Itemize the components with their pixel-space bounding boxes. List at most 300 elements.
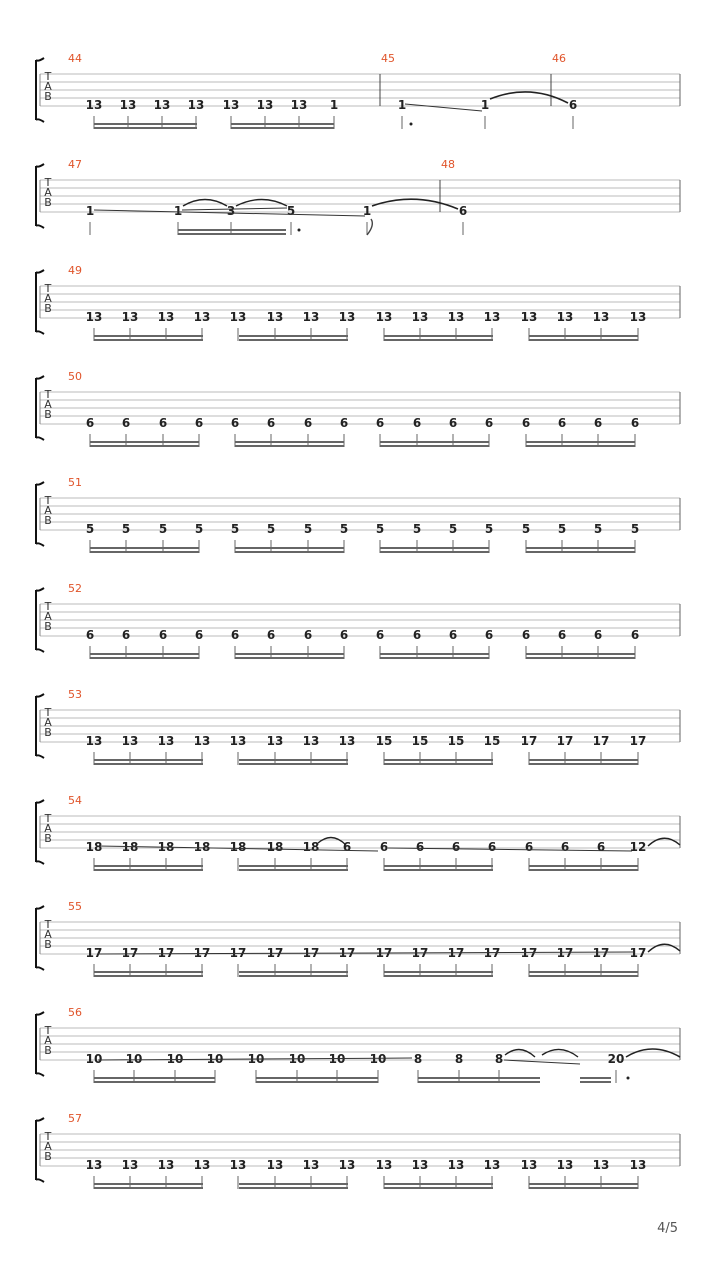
beam — [94, 127, 197, 129]
tie-arc — [626, 1049, 680, 1057]
beam — [380, 551, 489, 553]
slur-arc — [183, 200, 227, 207]
fret-number: 13 — [302, 1158, 320, 1172]
measure-number: 55 — [68, 900, 82, 913]
fret-number: 13 — [157, 310, 175, 324]
page-number: 4/5 — [657, 1221, 678, 1236]
fret-number: 10 — [85, 1052, 103, 1066]
fret-number: 13 — [119, 98, 137, 112]
fret-number: 6 — [121, 416, 131, 430]
fret-number: 13 — [338, 734, 356, 748]
beam — [94, 335, 203, 337]
fret-number: 5 — [266, 522, 276, 536]
beam — [90, 445, 199, 447]
fret-number: 13 — [520, 310, 538, 324]
bracket-bottom-hook — [36, 225, 44, 228]
beam — [529, 763, 638, 765]
beam — [94, 759, 203, 761]
fret-number: 13 — [85, 734, 103, 748]
fret-number: 6 — [339, 416, 349, 430]
fret-number: 13 — [85, 98, 103, 112]
measure-number: 49 — [68, 264, 82, 277]
beam — [235, 547, 344, 549]
fret-number: 13 — [302, 734, 320, 748]
fret-number: 10 — [166, 1052, 184, 1066]
fret-number: 6 — [524, 840, 534, 854]
fret-number: 13 — [290, 98, 308, 112]
fret-number: 13 — [411, 310, 429, 324]
fret-number: 18 — [85, 840, 103, 854]
fret-number: 6 — [158, 628, 168, 642]
beam — [239, 1183, 348, 1185]
beam — [239, 865, 348, 867]
fret-number: 17 — [556, 734, 574, 748]
fret-number: 13 — [121, 1158, 139, 1172]
measure-number: 47 — [68, 158, 82, 171]
fret-number: 5 — [557, 522, 567, 536]
fret-number: 6 — [266, 416, 276, 430]
beam — [384, 971, 493, 973]
bracket-bottom-hook — [36, 1179, 44, 1182]
fret-number: 13 — [338, 310, 356, 324]
tab-letter-t: T — [44, 706, 52, 719]
beam — [384, 975, 493, 977]
beam — [384, 335, 493, 337]
beam — [529, 1183, 638, 1185]
flag — [367, 219, 372, 235]
fret-number: 13 — [193, 310, 211, 324]
tie-arc — [648, 838, 680, 846]
measure-number: 51 — [68, 476, 82, 489]
tab-letter-a: A — [44, 716, 52, 729]
fret-number: 5 — [412, 522, 422, 536]
slur-arc — [505, 1049, 535, 1057]
tab-letter-b: B — [44, 408, 52, 421]
fret-number: 1 — [397, 98, 407, 112]
fret-number: 13 — [157, 734, 175, 748]
fret-number: 6 — [415, 840, 425, 854]
measure-number: 44 — [68, 52, 82, 65]
tab-letter-b: B — [44, 1044, 52, 1057]
fret-number: 5 — [303, 522, 313, 536]
fret-number: 13 — [629, 1158, 647, 1172]
bracket-top-hook — [36, 694, 44, 697]
fret-number: 6 — [303, 416, 313, 430]
tab-letter-a: A — [44, 610, 52, 623]
measure-number: 54 — [68, 794, 82, 807]
fret-number: 13 — [229, 310, 247, 324]
beam — [94, 1081, 215, 1083]
bracket-bottom-hook — [36, 755, 44, 758]
fret-number: 6 — [484, 416, 494, 430]
fret-number: 18 — [229, 840, 247, 854]
beam — [529, 335, 638, 337]
fret-number: 13 — [302, 310, 320, 324]
fret-number: 6 — [596, 840, 606, 854]
fret-number: 5 — [593, 522, 603, 536]
bracket-top-hook — [36, 906, 44, 909]
beam — [580, 1077, 611, 1079]
fret-number: 5 — [194, 522, 204, 536]
beam — [526, 441, 635, 443]
beam — [90, 657, 199, 659]
beam — [384, 865, 493, 867]
fret-number: 13 — [338, 1158, 356, 1172]
beam — [94, 971, 203, 973]
beam — [529, 1187, 638, 1189]
fret-number: 5 — [448, 522, 458, 536]
beam — [380, 441, 489, 443]
beam — [90, 551, 199, 553]
fret-number: 13 — [556, 1158, 574, 1172]
beam — [526, 551, 635, 553]
fret-number: 15 — [375, 734, 393, 748]
fret-number: 13 — [629, 310, 647, 324]
tab-letter-a: A — [44, 1034, 52, 1047]
beam — [384, 763, 493, 765]
beam — [256, 1077, 378, 1079]
tab-letter-b: B — [44, 938, 52, 951]
bracket-top-hook — [36, 58, 44, 61]
tie-arc — [490, 92, 568, 103]
fret-number: 1 — [173, 204, 183, 218]
fret-number: 13 — [411, 1158, 429, 1172]
bracket-top-hook — [36, 270, 44, 273]
fret-number: 5 — [85, 522, 95, 536]
fret-number: 6 — [158, 416, 168, 430]
fret-number: 6 — [568, 98, 578, 112]
bracket-bottom-hook — [36, 437, 44, 440]
fret-number: 10 — [328, 1052, 346, 1066]
fret-number: 13 — [121, 310, 139, 324]
bracket-top-hook — [36, 1012, 44, 1015]
fret-number: 18 — [302, 840, 320, 854]
fret-number: 6 — [303, 628, 313, 642]
fret-number: 17 — [556, 946, 574, 960]
fret-number: 13 — [193, 1158, 211, 1172]
beam — [526, 547, 635, 549]
fret-number: 12 — [629, 840, 647, 854]
fret-number: 6 — [375, 416, 385, 430]
beam — [94, 1183, 203, 1185]
fret-number: 6 — [458, 204, 468, 218]
beam — [239, 339, 348, 341]
slur-arc — [542, 1049, 578, 1057]
tab-letter-t: T — [44, 176, 52, 189]
fret-number: 17 — [302, 946, 320, 960]
fret-number: 17 — [121, 946, 139, 960]
fret-number: 8 — [494, 1052, 504, 1066]
bracket-top-hook — [36, 482, 44, 485]
dot — [627, 1077, 630, 1080]
fret-number: 17 — [411, 946, 429, 960]
fret-number: 13 — [85, 1158, 103, 1172]
fret-number: 6 — [557, 416, 567, 430]
beam — [239, 971, 348, 973]
fret-number: 13 — [266, 1158, 284, 1172]
fret-number: 6 — [339, 628, 349, 642]
fret-number: 6 — [560, 840, 570, 854]
tab-letter-t: T — [44, 70, 52, 83]
beam — [235, 551, 344, 553]
fret-number: 6 — [342, 840, 352, 854]
fret-number: 5 — [339, 522, 349, 536]
fret-number: 13 — [375, 1158, 393, 1172]
tab-letter-a: A — [44, 186, 52, 199]
beam — [90, 547, 199, 549]
beam — [239, 759, 348, 761]
fret-number: 17 — [375, 946, 393, 960]
fret-number: 13 — [193, 734, 211, 748]
slide-line — [504, 1060, 580, 1064]
fret-number: 6 — [194, 628, 204, 642]
bracket-top-hook — [36, 1118, 44, 1121]
beam — [239, 869, 348, 871]
fret-number: 13 — [592, 310, 610, 324]
fret-number: 10 — [369, 1052, 387, 1066]
beam — [384, 869, 493, 871]
beam — [418, 1081, 540, 1083]
fret-number: 13 — [266, 310, 284, 324]
fret-number: 6 — [412, 628, 422, 642]
tab-letter-a: A — [44, 1140, 52, 1153]
slur-arc — [236, 200, 287, 207]
tab-letter-a: A — [44, 504, 52, 517]
bracket-top-hook — [36, 800, 44, 803]
fret-number: 5 — [484, 522, 494, 536]
tab-letter-a: A — [44, 292, 52, 305]
beam — [384, 759, 493, 761]
fret-number: 5 — [121, 522, 131, 536]
measure-number: 53 — [68, 688, 82, 701]
fret-number: 17 — [338, 946, 356, 960]
fret-number: 6 — [194, 416, 204, 430]
fret-number: 17 — [447, 946, 465, 960]
tab-letter-a: A — [44, 398, 52, 411]
beam — [90, 441, 199, 443]
fret-number: 18 — [193, 840, 211, 854]
beam — [526, 657, 635, 659]
beam — [94, 339, 203, 341]
measure-number: 45 — [381, 52, 395, 65]
beam — [384, 1183, 493, 1185]
fret-number: 6 — [630, 416, 640, 430]
beam — [178, 233, 286, 235]
fret-number: 6 — [448, 416, 458, 430]
beam — [526, 445, 635, 447]
beam — [384, 1187, 493, 1189]
beam — [529, 971, 638, 973]
fret-number: 13 — [256, 98, 274, 112]
beam — [239, 335, 348, 337]
fret-number: 17 — [483, 946, 501, 960]
tab-letter-t: T — [44, 388, 52, 401]
fret-number: 13 — [187, 98, 205, 112]
tab-letter-a: A — [44, 928, 52, 941]
fret-number: 17 — [193, 946, 211, 960]
fret-number: 6 — [487, 840, 497, 854]
fret-number: 8 — [413, 1052, 423, 1066]
beam — [529, 865, 638, 867]
fret-number: 17 — [629, 946, 647, 960]
tab-letter-b: B — [44, 1150, 52, 1163]
beam — [94, 1187, 203, 1189]
beam — [529, 339, 638, 341]
fret-number: 5 — [630, 522, 640, 536]
bracket-bottom-hook — [36, 861, 44, 864]
fret-number: 6 — [121, 628, 131, 642]
fret-number: 18 — [157, 840, 175, 854]
beam — [94, 869, 203, 871]
beam — [580, 1081, 611, 1083]
fret-number: 6 — [557, 628, 567, 642]
bracket-bottom-hook — [36, 649, 44, 652]
fret-number: 13 — [447, 310, 465, 324]
fret-number: 17 — [266, 946, 284, 960]
beam — [529, 975, 638, 977]
fret-number: 10 — [288, 1052, 306, 1066]
fret-number: 13 — [229, 734, 247, 748]
tab-letter-b: B — [44, 90, 52, 103]
fret-number: 5 — [230, 522, 240, 536]
beam — [231, 123, 334, 125]
fret-number: 13 — [483, 1158, 501, 1172]
measure-number: 57 — [68, 1112, 82, 1125]
tab-letter-a: A — [44, 822, 52, 835]
dot — [410, 123, 413, 126]
fret-number: 17 — [85, 946, 103, 960]
beam — [239, 763, 348, 765]
beam — [529, 869, 638, 871]
beam — [384, 339, 493, 341]
beam — [380, 653, 489, 655]
beam — [529, 759, 638, 761]
fret-number: 6 — [448, 628, 458, 642]
beam — [90, 653, 199, 655]
fret-number: 13 — [121, 734, 139, 748]
measure-number: 46 — [552, 52, 566, 65]
fret-number: 1 — [480, 98, 490, 112]
beam — [231, 127, 334, 129]
slide-line — [405, 104, 482, 111]
beam — [94, 1077, 215, 1079]
bracket-bottom-hook — [36, 1073, 44, 1076]
tab-letter-t: T — [44, 600, 52, 613]
fret-number: 17 — [629, 734, 647, 748]
bracket-bottom-hook — [36, 967, 44, 970]
tab-letter-b: B — [44, 620, 52, 633]
fret-number: 13 — [222, 98, 240, 112]
fret-number: 5 — [158, 522, 168, 536]
tab-letter-t: T — [44, 282, 52, 295]
fret-number: 13 — [266, 734, 284, 748]
tab-letter-b: B — [44, 196, 52, 209]
beam — [94, 763, 203, 765]
fret-number: 17 — [229, 946, 247, 960]
bracket-top-hook — [36, 588, 44, 591]
fret-number: 6 — [266, 628, 276, 642]
beam — [235, 653, 344, 655]
fret-number: 6 — [85, 628, 95, 642]
fret-number: 17 — [157, 946, 175, 960]
beam — [380, 547, 489, 549]
bracket-bottom-hook — [36, 119, 44, 122]
beam — [380, 445, 489, 447]
beam — [235, 441, 344, 443]
fret-number: 5 — [286, 204, 296, 218]
fret-number: 6 — [521, 628, 531, 642]
fret-number: 17 — [520, 734, 538, 748]
beam — [94, 123, 197, 125]
measure-number: 56 — [68, 1006, 82, 1019]
beam — [239, 1187, 348, 1189]
tab-letter-t: T — [44, 1130, 52, 1143]
slur-arc — [318, 837, 346, 845]
bracket-top-hook — [36, 376, 44, 379]
fret-number: 10 — [247, 1052, 265, 1066]
bracket-bottom-hook — [36, 331, 44, 334]
bracket-top-hook — [36, 164, 44, 167]
measure-number: 50 — [68, 370, 82, 383]
fret-number: 18 — [121, 840, 139, 854]
fret-number: 1 — [85, 204, 95, 218]
beam — [418, 1077, 540, 1079]
fret-number: 8 — [454, 1052, 464, 1066]
tab-letter-t: T — [44, 494, 52, 507]
fret-number: 6 — [593, 416, 603, 430]
fret-number: 10 — [206, 1052, 224, 1066]
fret-number: 20 — [607, 1052, 625, 1066]
tab-letter-b: B — [44, 302, 52, 315]
fret-number: 6 — [230, 416, 240, 430]
beam — [94, 865, 203, 867]
bracket-bottom-hook — [36, 543, 44, 546]
fret-number: 6 — [630, 628, 640, 642]
beam — [94, 975, 203, 977]
fret-number: 13 — [157, 1158, 175, 1172]
fret-number: 13 — [153, 98, 171, 112]
tab-letter-b: B — [44, 726, 52, 739]
dot — [298, 229, 301, 232]
beam — [526, 653, 635, 655]
fret-number: 6 — [412, 416, 422, 430]
fret-number: 6 — [451, 840, 461, 854]
fret-number: 15 — [411, 734, 429, 748]
beam — [256, 1081, 378, 1083]
fret-number: 6 — [593, 628, 603, 642]
fret-number: 13 — [556, 310, 574, 324]
beam — [239, 975, 348, 977]
fret-number: 6 — [375, 628, 385, 642]
fret-number: 1 — [362, 204, 372, 218]
fret-number: 17 — [592, 734, 610, 748]
beam — [178, 229, 286, 231]
fret-number: 13 — [483, 310, 501, 324]
tab-letter-t: T — [44, 812, 52, 825]
measure-number: 52 — [68, 582, 82, 595]
fret-number: 13 — [229, 1158, 247, 1172]
fret-number: 6 — [521, 416, 531, 430]
fret-number: 13 — [447, 1158, 465, 1172]
fret-number: 6 — [379, 840, 389, 854]
fret-number: 3 — [226, 204, 236, 218]
fret-number: 15 — [483, 734, 501, 748]
tab-letter-b: B — [44, 514, 52, 527]
tab-letter-t: T — [44, 1024, 52, 1037]
fret-number: 13 — [520, 1158, 538, 1172]
tie-arc — [648, 944, 680, 952]
fret-number: 18 — [266, 840, 284, 854]
